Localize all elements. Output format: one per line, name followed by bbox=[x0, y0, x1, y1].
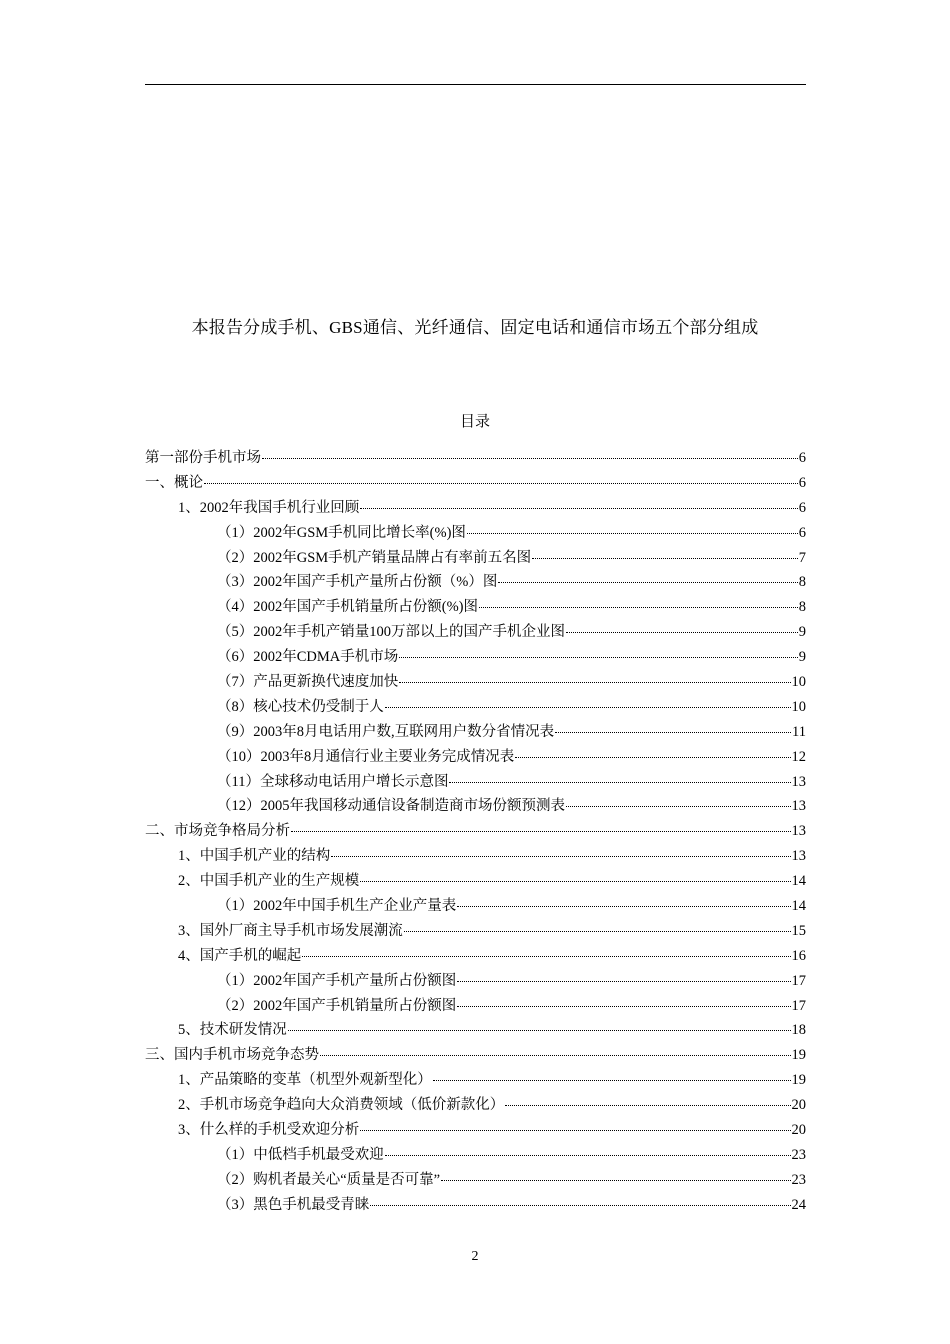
toc-entry[interactable] bbox=[145, 496, 806, 521]
toc-entry[interactable] bbox=[145, 670, 806, 695]
toc-entry[interactable] bbox=[145, 969, 806, 994]
toc-entry[interactable] bbox=[145, 1168, 806, 1193]
toc-entry-page: 8 bbox=[798, 574, 806, 591]
toc-entry[interactable] bbox=[145, 1143, 806, 1168]
toc-entry-page: 20 bbox=[791, 1122, 806, 1139]
toc-entry-page: 17 bbox=[791, 972, 806, 989]
toc-entry[interactable] bbox=[145, 1193, 806, 1218]
table-of-contents bbox=[145, 446, 806, 1218]
toc-entry[interactable] bbox=[145, 695, 806, 720]
toc-entry-page: 6 bbox=[798, 499, 806, 516]
toc-entry-page: 9 bbox=[798, 624, 806, 641]
toc-entry-page: 11 bbox=[792, 723, 806, 740]
toc-entry-page: 17 bbox=[791, 997, 806, 1014]
toc-entry-label: 2、手机市场竞争趋向大众消费领域（低价新款化） bbox=[178, 1097, 505, 1114]
toc-entry-page: 19 bbox=[791, 1047, 806, 1064]
toc-entry-page: 13 bbox=[791, 773, 806, 790]
toc-entry-page: 24 bbox=[791, 1196, 806, 1213]
toc-entry-label: （8）核心技术仍受制于人 bbox=[217, 698, 384, 715]
toc-entry-label: （1）2002年中国手机生产企业产量表 bbox=[217, 898, 457, 915]
dot-leader bbox=[360, 881, 790, 882]
dot-leader bbox=[449, 782, 790, 783]
toc-entry-label: （9）2003年8月电话用户数,互联网用户数分省情况表 bbox=[217, 723, 555, 740]
toc-entry-page: 6 bbox=[798, 474, 806, 491]
toc-entry[interactable] bbox=[145, 1093, 806, 1118]
dot-leader bbox=[204, 483, 798, 484]
dot-leader bbox=[433, 1080, 791, 1081]
toc-entry-page: 15 bbox=[791, 922, 806, 939]
toc-entry-page: 20 bbox=[791, 1097, 806, 1114]
dot-leader bbox=[370, 1205, 790, 1206]
page-number: 2 bbox=[471, 1249, 479, 1264]
toc-entry-page: 14 bbox=[791, 873, 806, 890]
dot-leader bbox=[399, 682, 790, 683]
toc-entry[interactable] bbox=[145, 1018, 806, 1043]
toc-entry[interactable] bbox=[145, 919, 806, 944]
dot-leader bbox=[441, 1180, 790, 1181]
toc-entry-label: （12）2005年我国移动通信设备制造商市场份额预测表 bbox=[217, 798, 565, 815]
toc-entry-label: 三、国内手机市场竞争态势 bbox=[145, 1047, 319, 1064]
toc-entry-page: 12 bbox=[791, 748, 806, 765]
toc-entry[interactable] bbox=[145, 620, 806, 645]
dot-leader bbox=[320, 1055, 791, 1056]
dot-leader bbox=[360, 508, 798, 509]
toc-entry-label: （3）黑色手机最受青睐 bbox=[217, 1196, 370, 1213]
toc-entry-label: （10）2003年8月通信行业主要业务完成情况表 bbox=[217, 748, 515, 765]
dot-leader bbox=[566, 632, 798, 633]
toc-entry-label: （1）2002年GSM手机同比增长率(%)图 bbox=[217, 524, 466, 541]
toc-entry[interactable] bbox=[145, 944, 806, 969]
dot-leader bbox=[457, 1006, 790, 1007]
report-intro: 本报告分成手机、GBS通信、光纤通信、固定电话和通信市场五个部分组成 bbox=[191, 318, 759, 337]
toc-entry-page: 19 bbox=[791, 1072, 806, 1089]
toc-entry-page: 16 bbox=[791, 947, 806, 964]
toc-entry-label: （1）中低档手机最受欢迎 bbox=[217, 1146, 384, 1163]
dot-leader bbox=[399, 657, 797, 658]
toc-entry[interactable] bbox=[145, 869, 806, 894]
toc-entry-page: 14 bbox=[791, 898, 806, 915]
toc-entry-label: （2）2002年GSM手机产销量品牌占有率前五名图 bbox=[217, 549, 532, 566]
toc-entry-label: 2、中国手机产业的生产规模 bbox=[178, 873, 360, 890]
toc-entry[interactable] bbox=[145, 570, 806, 595]
toc-entry-label: （11）全球移动电话用户增长示意图 bbox=[217, 773, 449, 790]
toc-entry[interactable] bbox=[145, 994, 806, 1019]
toc-entry-page: 23 bbox=[791, 1171, 806, 1188]
toc-entry[interactable] bbox=[145, 844, 806, 869]
toc-entry-label: （1）2002年国产手机产量所占份额图 bbox=[217, 972, 457, 989]
toc-entry[interactable] bbox=[145, 894, 806, 919]
dot-leader bbox=[467, 533, 798, 534]
dot-leader bbox=[262, 458, 798, 459]
toc-entry-page: 13 bbox=[791, 798, 806, 815]
dot-leader bbox=[515, 757, 790, 758]
toc-entry-page: 10 bbox=[791, 698, 806, 715]
dot-leader bbox=[457, 981, 790, 982]
toc-entry-page: 23 bbox=[791, 1146, 806, 1163]
toc-entry[interactable] bbox=[145, 720, 806, 745]
toc-entry-page: 9 bbox=[798, 649, 806, 666]
toc-entry[interactable] bbox=[145, 471, 806, 496]
toc-entry[interactable] bbox=[145, 745, 806, 770]
toc-entry[interactable] bbox=[145, 645, 806, 670]
toc-entry-label: （2）购机者最关心“质量是否可靠” bbox=[217, 1171, 441, 1188]
toc-entry[interactable] bbox=[145, 794, 806, 819]
toc-entry-label: 1、2002年我国手机行业回顾 bbox=[178, 499, 360, 516]
toc-entry-page: 13 bbox=[791, 823, 806, 840]
toc-entry-label: （4）2002年国产手机销量所占份额(%)图 bbox=[217, 599, 478, 616]
toc-entry-page: 6 bbox=[798, 450, 806, 466]
header-rule bbox=[145, 84, 806, 85]
toc-entry-label: 5、技术研发情况 bbox=[178, 1022, 287, 1039]
dot-leader bbox=[331, 856, 790, 857]
toc-entry-page: 18 bbox=[791, 1022, 806, 1039]
toc-entry[interactable] bbox=[145, 1043, 806, 1068]
dot-leader bbox=[385, 1155, 791, 1156]
toc-entry-label: 3、国外厂商主导手机市场发展潮流 bbox=[178, 922, 403, 939]
dot-leader bbox=[404, 931, 791, 932]
toc-entry-label: （3）2002年国产手机产量所占份额（%）图 bbox=[217, 574, 498, 591]
dot-leader bbox=[566, 806, 791, 807]
dot-leader bbox=[479, 607, 798, 608]
toc-entry-page: 10 bbox=[791, 674, 806, 691]
dot-leader bbox=[498, 582, 797, 583]
dot-leader bbox=[532, 558, 798, 559]
toc-entry-label: 1、产品策略的变革（机型外观新型化） bbox=[178, 1072, 432, 1089]
dot-leader bbox=[360, 1130, 790, 1131]
toc-entry[interactable] bbox=[145, 521, 806, 546]
toc-entry-label: 1、中国手机产业的结构 bbox=[178, 848, 331, 865]
toc-entry-label: （5）2002年手机产销量100万部以上的国产手机企业图 bbox=[217, 624, 565, 641]
toc-entry-label: 第一部份手机市场 bbox=[145, 450, 261, 466]
toc-entry[interactable] bbox=[145, 546, 806, 571]
toc-entry-page: 8 bbox=[798, 599, 806, 616]
dot-leader bbox=[385, 707, 791, 708]
toc-entry-page: 6 bbox=[798, 524, 806, 541]
toc-entry-label: （7）产品更新换代速度加快 bbox=[217, 674, 399, 691]
toc-entry-label: （6）2002年CDMA手机市场 bbox=[217, 649, 399, 666]
dot-leader bbox=[291, 831, 791, 832]
toc-entry[interactable] bbox=[145, 1068, 806, 1093]
toc-entry[interactable] bbox=[145, 819, 806, 844]
dot-leader bbox=[555, 732, 791, 733]
toc-title: 目录 bbox=[459, 414, 490, 430]
toc-entry-label: （2）2002年国产手机销量所占份额图 bbox=[217, 997, 457, 1014]
toc-entry-label: 3、什么样的手机受欢迎分析 bbox=[178, 1122, 360, 1139]
toc-entry[interactable] bbox=[145, 595, 806, 620]
dot-leader bbox=[505, 1105, 790, 1106]
toc-entry-label: 二、市场竞争格局分析 bbox=[145, 823, 290, 840]
toc-entry-page: 7 bbox=[798, 549, 806, 566]
toc-entry[interactable] bbox=[145, 446, 806, 471]
dot-leader bbox=[302, 956, 790, 957]
toc-entry-page: 13 bbox=[791, 848, 806, 865]
toc-entry-label: 4、国产手机的崛起 bbox=[178, 947, 302, 964]
dot-leader bbox=[288, 1030, 791, 1031]
toc-entry[interactable] bbox=[145, 1118, 806, 1143]
toc-entry-label: 一、概论 bbox=[145, 474, 203, 491]
dot-leader bbox=[457, 906, 790, 907]
toc-entry[interactable] bbox=[145, 770, 806, 795]
